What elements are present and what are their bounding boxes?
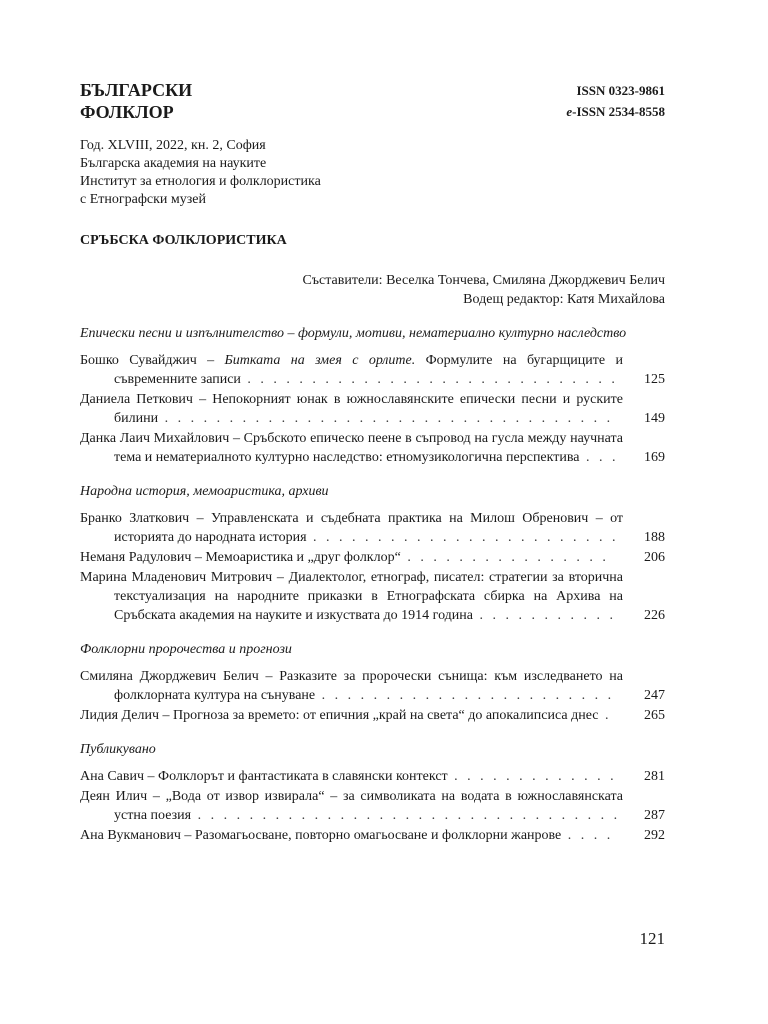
toc-entry: Марина Младенович Митрович – Диалектолог, етнограф, писател: стратегии за вторична текстуализация на народните приказки в Етнографската сбирка на Архива на Сръбската академия на науките и изкуствата до 1914 година . . . . . . . . . . . 226	[80, 570, 665, 623]
toc-entry-page: 149	[644, 411, 665, 426]
dot-leader: . . . . . . . . . . . . . . . . . . . . . . . . . . . . . . . . .	[191, 808, 621, 823]
issn-print: ISSN 0323-9861	[576, 83, 665, 98]
dot-leader: . . . . . . . . . . . . . . . . . . . . . . . .	[306, 530, 619, 545]
toc-entry-title: Управленската и съдебната практика на Милош Обренович – от историята до народната история	[114, 511, 624, 545]
toc-entry-author: Даниела Петкович	[80, 392, 193, 407]
toc-group-title: Фолклорни пророчества и прогнози	[80, 642, 292, 657]
toc-entry-title: Прогноза за времето: от епичния „край на света“ до апокалипсиса днес	[173, 708, 599, 723]
toc-entry-title: Фолклорът и фантастиката в славянски контекст	[158, 769, 448, 784]
toc-entry: Данка Лаич Михайлович – Сръбското епическо пеене в съпровод на гусла между научната тема и нематериалното културно наследство: етномузикологична перспектива . . . 169	[80, 431, 665, 465]
credits	[302, 271, 665, 309]
imprint-institute: Институт за етнология и фолклористика	[80, 174, 321, 189]
toc-entry-page: 169	[644, 450, 665, 465]
toc-group	[80, 740, 665, 845]
dot-leader: . . . . . . . . . . . . . . . . . . . . . . . . . . . . .	[240, 372, 618, 387]
issn-electronic: e-ISSN 2534-8558	[566, 104, 665, 119]
toc-entry-author: Ана Вукманович	[80, 828, 181, 843]
toc-group	[80, 324, 665, 467]
toc-entry: Смиляна Джорджевич Белич – Разказите за пророчески сънища: към изследването на фолклорната култура на сънуване . . . . . . . . . . . . . . . . . . . . . . . 247	[80, 669, 665, 703]
compilers: Съставители: Веселка Тончева, Смиляна Джорджевич Белич	[302, 273, 665, 288]
toc-entry-page: 188	[644, 530, 665, 545]
dot-leader: . . . . . . . . . . . . . . . . . . . . . . .	[315, 688, 615, 703]
dot-leader: .	[598, 708, 612, 723]
imprint-academy: Българска академия на науките	[80, 156, 267, 171]
toc-entry-author: Лидия Делич	[80, 708, 159, 723]
toc-entry-title: Диалектолог, етнограф, писател: стратегии за вторична текстуализация на народните приказки в Етнографската сбирка на Архива на Сръбската академия на науките и изкуствата до 1914 година	[114, 570, 624, 623]
toc-entry: Бранко Златкович – Управленската и съдебната практика на Милош Обренович – от историята до народната история . . . . . . . . . . . . . . . . . . . . . . . . 188	[80, 511, 665, 545]
toc-entry-author: Марина Младенович Митрович	[80, 570, 273, 585]
toc-group-title: Народна история, мемоаристика, архиви	[80, 484, 329, 499]
dot-leader: . . . . . . . . . . . . .	[447, 769, 617, 784]
issn-block	[566, 80, 665, 122]
toc-entry: Бошко Сувайджич – Битката на змея с орлите. Формулите на бугарщиците и съвременните записи . . . . . . . . . . . . . . . . . . . . . . . . . . . . . 125	[80, 353, 665, 387]
toc-entry-title: Непокорният юнак в южнославянските епически песни и руските билини	[114, 392, 623, 426]
toc-entry-title: Мемоаристика и „друг фолклор“	[205, 550, 401, 565]
dot-leader: . . . .	[561, 828, 614, 843]
toc-entry-title: Разказите за пророчески сънища: към изследването на фолклорната култура на сънуване	[114, 669, 623, 703]
toc-entry-page: 206	[644, 550, 665, 565]
document-page	[80, 0, 665, 1024]
toc-entry-author: Данка Лаич Михайлович	[80, 431, 230, 446]
toc-entry-title-italic: Битката на змея с орлите.	[224, 353, 416, 368]
toc-entry: Деян Илич – „Вода от извор извирала“ – за символиката на водата в южнославянската устна поезия . . . . . . . . . . . . . . . . . . . . . . . . . . . . . . . . . 287	[80, 789, 665, 823]
toc-entry-title: „Вода от извор извирала“ – за символиката на водата в южнославянската устна поезия	[114, 789, 623, 823]
toc-entry-author: Бошко Сувайджич	[80, 353, 197, 368]
journal-title-line2: ФОЛКЛОР	[80, 102, 174, 122]
toc-entry-title: Формулите на бугарщиците и съвременните записи	[114, 353, 623, 387]
toc-entry-page: 247	[644, 688, 665, 703]
imprint-museum: с Етнографски музей	[80, 192, 207, 207]
toc-group	[80, 640, 665, 725]
section-heading: СРЪБСКА ФОЛКЛОРИСТИКА	[80, 233, 287, 248]
toc-entry-title: Разомагьосване, повторно омагьосване и фолклорни жанрове	[194, 828, 562, 843]
toc-entry-author: Деян Илич	[80, 789, 148, 804]
toc-entry-author: Неманя Радулович	[80, 550, 192, 565]
toc-entry-page: 281	[644, 769, 665, 784]
imprint	[80, 137, 321, 209]
toc-group-title: Публикувано	[80, 742, 156, 757]
toc-entry-page: 287	[644, 808, 665, 823]
toc-entry-author: Ана Савич	[80, 769, 145, 784]
table-of-contents	[80, 324, 665, 860]
toc-entry-page: 125	[644, 372, 665, 387]
journal-title-line1: БЪЛГАРСКИ	[80, 80, 193, 100]
toc-entry-title: Сръбското епическо пеене в съпровод на гусла между научната тема и нематериалното културно наследство: етномузикологична перспектива	[114, 431, 623, 465]
dot-leader: . . .	[579, 450, 619, 465]
page-number: 121	[639, 929, 665, 948]
toc-entry: Лидия Делич – Прогноза за времето: от епичния „край на света“ до апокалипсиса днес . 265	[80, 708, 665, 723]
toc-entry-page: 265	[644, 708, 665, 723]
toc-entry: Даниела Петкович – Непокорният юнак в южнославянските епически песни и руските билини . . . . . . . . . . . . . . . . . . . . . . . . . . . . . . . . . . . 149	[80, 392, 665, 426]
dot-leader: . . . . . . . . . . . . . . . . . . . . . . . . . . . . . . . . . . .	[158, 411, 614, 426]
dot-leader: . . . . . . . . . . . . . . . .	[400, 550, 609, 565]
dot-leader: . . . . . . . . . . .	[473, 608, 616, 623]
toc-entry: Неманя Радулович – Мемоаристика и „друг фолклор“ . . . . . . . . . . . . . . . . 206	[80, 550, 665, 565]
lead-editor: Водещ редактор: Катя Михайлова	[463, 292, 665, 307]
toc-entry: Ана Вукманович – Разомагьосване, повторно омагьосване и фолклорни жанрове . . . . 292	[80, 828, 665, 843]
toc-group	[80, 482, 665, 625]
toc-entry-page: 226	[644, 608, 665, 623]
imprint-year: Год. XLVIII, 2022, кн. 2, София	[80, 138, 266, 153]
toc-group-title: Епически песни и изпълнителство – формули, мотиви, нематериално културно наследство	[80, 326, 627, 341]
toc-entry: Ана Савич – Фолклорът и фантастиката в славянски контекст . . . . . . . . . . . . . 281	[80, 769, 665, 784]
toc-entry-author: Бранко Златкович	[80, 511, 190, 526]
toc-entry-page: 292	[644, 828, 665, 843]
journal-title	[80, 79, 192, 123]
toc-entry-author: Смиляна Джорджевич Белич	[80, 669, 259, 684]
